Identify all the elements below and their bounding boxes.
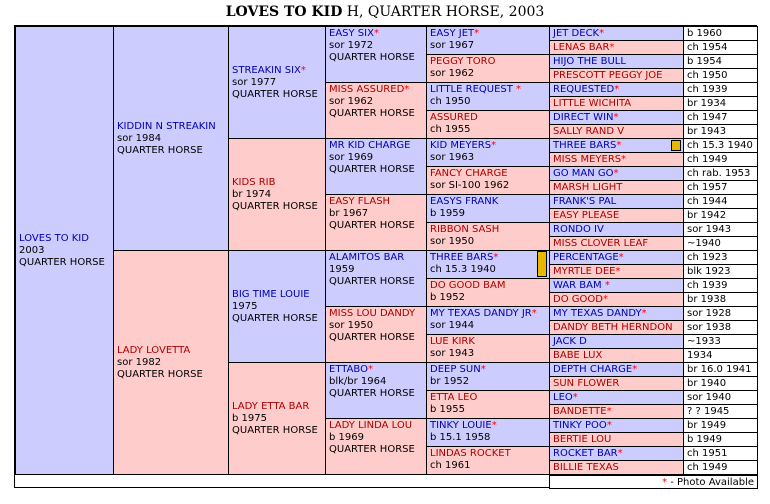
horse-cell-gen5[interactable]	[426, 446, 550, 475]
horse-name-line	[232, 401, 322, 413]
horse-color-year: 2003	[19, 244, 45, 256]
horse-cell-gen6[interactable]	[549, 250, 684, 265]
horse-name-line	[430, 364, 546, 376]
horse-info-cell: br 1940	[683, 376, 758, 391]
photo-star-icon: *	[641, 308, 647, 319]
horse-color-year: sor 1982	[117, 356, 162, 368]
horse-info-cell: ch 1923	[683, 250, 758, 265]
horse-info-cell: ch 1949	[683, 152, 758, 167]
horse-cell-gen2[interactable]	[113, 26, 229, 251]
photo-star-icon: *	[367, 364, 373, 375]
horse-name-link: TINKY POO	[553, 420, 607, 431]
photo-star-icon: *	[613, 168, 619, 179]
horse-cell-gen6[interactable]	[549, 82, 684, 97]
horse-name-link: DIRECT WIN	[553, 112, 614, 123]
horse-info-cell: br 1943	[683, 124, 758, 139]
horse-name-link: LEO	[553, 392, 573, 403]
horse-name-line	[329, 28, 423, 40]
horse-color-year: sor 1967	[430, 40, 475, 51]
horse-breed: QUARTER HORSE	[329, 444, 415, 455]
horse-cell-gen6[interactable]	[549, 40, 684, 55]
horse-color-year: sor SI-100 1962	[430, 180, 510, 191]
horse-name-link: LINDAS ROCKET	[430, 448, 511, 459]
horse-cell-gen5[interactable]	[426, 250, 550, 279]
horse-name-link: STREAKIN SIX	[232, 64, 301, 76]
horse-name-link: EASY FLASH	[329, 196, 391, 207]
horse-name-link: ETTA LEO	[430, 392, 478, 403]
horse-name-link: TINKY LOUIE	[430, 420, 492, 431]
horse-color-year: sor 1963	[430, 152, 475, 163]
horse-info-cell: ch 1939	[683, 82, 758, 97]
photo-star-icon: *	[572, 392, 578, 403]
photo-legend	[549, 475, 758, 489]
horse-name-link: EASY JET	[430, 28, 475, 39]
horse-cell-gen6[interactable]	[549, 236, 684, 251]
photo-star-icon: *	[491, 140, 497, 151]
horse-name-link: MISS ASSURED	[329, 84, 405, 95]
horse-color-year: sor 1943	[430, 348, 475, 359]
horse-info-cell: ch 1944	[683, 194, 758, 209]
horse-cell-gen6[interactable]	[549, 460, 684, 475]
horse-cell-gen1[interactable]	[15, 26, 114, 475]
horse-name-line	[329, 84, 423, 96]
horse-breed: QUARTER HORSE	[329, 388, 415, 399]
horse-name-link: MYRTLE DEE	[553, 266, 616, 277]
horse-name-link: KIDDIN N STREAKIN	[117, 120, 216, 132]
horse-cell-gen6[interactable]	[549, 222, 684, 237]
horse-name-link: MY TEXAS DANDY JR	[430, 308, 532, 319]
horse-name-link: BABE LUX	[553, 350, 603, 361]
horse-info-cell: ? ? 1945	[683, 404, 758, 419]
horse-cell-gen3[interactable]	[228, 250, 326, 363]
horse-name-link: GO MAN GO	[553, 168, 614, 179]
horse-name-link: SALLY RAND V	[553, 126, 625, 137]
photo-star-icon: *	[614, 84, 620, 95]
horse-info-cell: 1934	[683, 348, 758, 363]
horse-cell-gen6[interactable]	[549, 334, 684, 349]
horse-info-cell: ch rab. 1953	[683, 166, 758, 181]
horse-cell-gen6[interactable]	[549, 124, 684, 139]
horse-cell-gen6[interactable]	[549, 432, 684, 447]
horse-name-link: ALAMITOS BAR	[329, 252, 405, 263]
horse-name-line	[329, 308, 423, 320]
horse-name-link: DEPTH CHARGE	[553, 364, 633, 375]
horse-cell-gen5[interactable]	[426, 390, 550, 419]
horse-name-line	[430, 420, 546, 432]
horse-color-year: ch 15.3 1940	[430, 264, 496, 275]
horse-name-line	[430, 392, 546, 404]
horse-cell-gen6[interactable]	[549, 54, 684, 69]
photo-star-icon: *	[602, 294, 608, 305]
horse-name-link: LADY LOVETTA	[117, 344, 191, 356]
horse-breed: QUARTER HORSE	[329, 52, 415, 63]
horse-color-year: b 1969	[329, 432, 364, 443]
horse-cell-gen6[interactable]	[549, 152, 684, 167]
horse-name-link: MISS CLOVER LEAF	[553, 238, 649, 249]
photo-star-icon: *	[599, 28, 605, 39]
photo-star-icon: *	[404, 84, 410, 95]
horse-name-link: PEGGY TORO	[430, 56, 496, 67]
horse-name-link: PRESCOTT PEGGY JOE	[553, 70, 663, 81]
horse-name-link: PERCENTAGE	[553, 252, 619, 263]
horse-info-cell: br 16.0 1941	[683, 362, 758, 377]
horse-info-cell: br 1934	[683, 96, 758, 111]
horse-cell-gen4[interactable]	[325, 362, 427, 419]
horse-name-link: LITTLE REQUEST	[430, 84, 513, 95]
page-title	[0, 4, 770, 20]
photo-star-icon: *	[606, 406, 612, 417]
horse-cell-gen4[interactable]	[325, 138, 427, 195]
horse-cell-gen5[interactable]	[426, 222, 550, 251]
horse-name-link: DEEP SUN	[430, 364, 481, 375]
horse-cell-gen6[interactable]	[549, 138, 684, 153]
horse-name-link: BIG TIME LOUIE	[232, 288, 310, 300]
horse-cell-gen5[interactable]	[426, 418, 550, 447]
horse-info-cell: b 1949	[683, 432, 758, 447]
horse-color-year: sor 1972	[329, 40, 374, 51]
horse-name-line	[232, 65, 322, 77]
horse-cell-gen6[interactable]	[549, 306, 684, 321]
horse-color-year: b 1955	[430, 404, 465, 415]
horse-cell-gen6[interactable]	[549, 68, 684, 83]
photo-star-icon: *	[621, 154, 627, 165]
horse-name-link: DO GOOD	[553, 294, 603, 305]
horse-info-cell: ch 1947	[683, 110, 758, 125]
horse-name-line	[329, 196, 423, 208]
horse-name-link: RIBBON SASH	[430, 224, 500, 235]
horse-name-link: MY TEXAS DANDY	[553, 308, 642, 319]
horse-info-cell: ch 1949	[683, 460, 758, 475]
horse-info-cell: b 1960	[683, 26, 758, 41]
horse-name-line	[232, 289, 322, 301]
horse-name-line	[329, 420, 423, 432]
horse-color-year: sor 1944	[430, 320, 475, 331]
horse-name-link: WAR BAM	[553, 280, 602, 291]
horse-info-cell: sor 1938	[683, 320, 758, 335]
horse-name-link: MARSH LIGHT	[553, 182, 623, 193]
horse-name-line	[329, 140, 423, 152]
horse-cell-gen5[interactable]	[426, 194, 550, 223]
horse-cell-gen6[interactable]	[549, 376, 684, 391]
photo-star-icon: *	[480, 364, 486, 375]
horse-cell-gen5[interactable]	[426, 26, 550, 55]
horse-info-cell: b 1954	[683, 54, 758, 69]
horse-cell-gen5[interactable]	[426, 166, 550, 195]
horse-cell-gen6[interactable]	[549, 348, 684, 363]
horse-name-link: FRANK'S PAL	[553, 196, 617, 207]
horse-color-year: b 1975	[232, 412, 267, 424]
horse-color-year: b 1959	[430, 208, 465, 219]
horse-info-cell: sor 1940	[683, 390, 758, 405]
horse-color-year: sor 1977	[232, 76, 277, 88]
horse-cell-gen6[interactable]	[549, 26, 684, 41]
horse-cell-gen6[interactable]	[549, 166, 684, 181]
horse-cell-gen6[interactable]	[549, 446, 684, 461]
horse-cell-gen6[interactable]	[549, 418, 684, 433]
horse-cell-gen5[interactable]	[426, 82, 550, 111]
photo-star-icon: *	[618, 252, 624, 263]
horse-cell-gen4[interactable]	[325, 250, 427, 307]
horse-cell-gen6[interactable]	[549, 264, 684, 279]
photo-star-icon: *	[474, 28, 480, 39]
horse-color-year: ch 1950	[430, 96, 471, 107]
horse-name-link: FANCY CHARGE	[430, 168, 508, 179]
horse-cell-gen6[interactable]	[549, 292, 684, 307]
horse-name-line	[430, 168, 546, 180]
inbreeding-marker	[671, 140, 681, 151]
horse-cell-gen5[interactable]	[426, 306, 550, 335]
horse-breed: QUARTER HORSE	[232, 312, 318, 324]
horse-name-line	[430, 308, 546, 320]
horse-name-line	[430, 140, 546, 152]
horse-info-cell: br 1938	[683, 292, 758, 307]
horse-breed: QUARTER HORSE	[329, 108, 415, 119]
photo-star-icon: *	[491, 420, 497, 431]
photo-star-icon: *	[613, 112, 619, 123]
horse-name-line	[117, 121, 225, 133]
horse-name-link: RONDO IV	[553, 224, 604, 235]
horse-name-line	[430, 336, 546, 348]
horse-cell-gen4[interactable]	[325, 26, 427, 83]
horse-cell-gen4[interactable]	[325, 194, 427, 251]
horse-name-link: MISS MEYERS	[553, 154, 622, 165]
photo-star-icon: *	[615, 266, 621, 277]
horse-name-line	[430, 112, 546, 124]
horse-color-year: br 1974	[232, 188, 272, 200]
horse-breed: QUARTER HORSE	[329, 220, 415, 231]
horse-color-year: 1959	[329, 264, 355, 275]
horse-info-cell: br 1949	[683, 418, 758, 433]
horse-info-cell: ch 1950	[683, 68, 758, 83]
photo-star-icon: *	[531, 308, 537, 319]
horse-name-link: LOVES TO KID	[19, 232, 89, 244]
horse-name-link: ROCKET BAR	[553, 448, 618, 459]
photo-star-icon: *	[601, 280, 610, 291]
horse-cell-gen6[interactable]	[549, 180, 684, 195]
title-suffix: H, QUARTER HORSE, 2003	[342, 4, 545, 20]
horse-name-link: LITTLE WICHITA	[553, 98, 632, 109]
horse-name-line	[430, 252, 546, 264]
horse-name-link: LUE KIRK	[430, 336, 475, 347]
horse-breed: QUARTER HORSE	[232, 424, 318, 436]
horse-cell-gen6[interactable]	[549, 390, 684, 405]
horse-cell-gen3[interactable]	[228, 26, 326, 139]
horse-name-link: MR KID CHARGE	[329, 140, 411, 151]
horse-info-cell: ch 1951	[683, 446, 758, 461]
photo-legend-text: - Photo Available	[667, 477, 754, 488]
horse-cell-gen6[interactable]	[549, 208, 684, 223]
horse-name-link: BERTIE LOU	[553, 434, 612, 445]
horse-cell-gen6[interactable]	[549, 362, 684, 377]
horse-name-link: MISS LOU DANDY	[329, 308, 416, 319]
horse-info-cell: ch 1954	[683, 40, 758, 55]
horse-name-link: THREE BARS	[430, 252, 494, 263]
horse-info-cell: ~1940	[683, 236, 758, 251]
photo-star-icon: *	[609, 42, 615, 53]
horse-name-link: BANDETTE	[553, 406, 607, 417]
horse-color-year: ch 1961	[430, 460, 471, 471]
horse-info-cell: ~1933	[683, 334, 758, 349]
horse-info-cell: blk 1923	[683, 264, 758, 279]
pedigree-table	[14, 25, 757, 488]
horse-breed: QUARTER HORSE	[329, 164, 415, 175]
horse-name-link: EASY PLEASE	[553, 210, 620, 221]
horse-name-link: JACK D	[553, 336, 587, 347]
horse-name-line	[430, 56, 546, 68]
horse-name-link: DANDY BETH HERNDON	[553, 322, 673, 333]
horse-name-link: ETTABO	[329, 364, 368, 375]
horse-info-cell: sor 1928	[683, 306, 758, 321]
horse-cell-gen5[interactable]	[426, 138, 550, 167]
horse-cell-gen6[interactable]	[549, 194, 684, 209]
horse-name-title: LOVES TO KID	[225, 4, 343, 20]
horse-name-link: KIDS RIB	[232, 176, 276, 188]
horse-info-cell: ch 1957	[683, 180, 758, 195]
horse-name-line	[329, 364, 423, 376]
horse-cell-gen6[interactable]	[549, 278, 684, 293]
horse-color-year: sor 1984	[117, 132, 162, 144]
horse-name-line	[430, 84, 546, 96]
horse-color-year: ch 1955	[430, 124, 471, 135]
photo-star-icon: *	[373, 28, 379, 39]
horse-name-line	[117, 345, 225, 357]
horse-name-link: LADY LINDA LOU	[329, 420, 413, 431]
photo-star-icon: *	[606, 420, 612, 431]
horse-cell-gen4[interactable]	[325, 306, 427, 363]
inbreeding-marker	[537, 251, 547, 277]
photo-star-icon: *	[616, 140, 622, 151]
horse-color-year: br 1967	[329, 208, 369, 219]
horse-color-year: sor 1969	[329, 152, 374, 163]
horse-color-year: b 1952	[430, 292, 465, 303]
horse-color-year: b 15.1 1958	[430, 432, 491, 443]
horse-name-link: SUN FLOWER	[553, 378, 620, 389]
horse-breed: QUARTER HORSE	[232, 88, 318, 100]
photo-star-icon: *	[617, 448, 623, 459]
horse-info-cell: br 1942	[683, 208, 758, 223]
horse-cell-gen5[interactable]	[426, 54, 550, 83]
horse-color-year: blk/br 1964	[329, 376, 387, 387]
horse-info-cell: sor 1943	[683, 222, 758, 237]
horse-name-link: EASYS FRANK	[430, 196, 499, 207]
horse-name-link: LENAS BAR	[553, 42, 610, 53]
horse-name-line	[329, 252, 423, 264]
horse-name-link: KID MEYERS	[430, 140, 492, 151]
horse-cell-gen5[interactable]	[426, 278, 550, 307]
horse-breed: QUARTER HORSE	[329, 276, 415, 287]
horse-color-year: sor 1950	[329, 320, 374, 331]
horse-name-link: REQUESTED	[553, 84, 615, 95]
horse-info-cell: ch 1939	[683, 278, 758, 293]
horse-cell-gen4[interactable]	[325, 82, 427, 139]
horse-color-year: sor 1962	[329, 96, 374, 107]
horse-name-line	[232, 177, 322, 189]
horse-cell-gen5[interactable]	[426, 334, 550, 363]
photo-star-icon: *	[512, 84, 522, 95]
horse-breed: QUARTER HORSE	[232, 200, 318, 212]
horse-cell-gen6[interactable]	[549, 320, 684, 335]
horse-breed: QUARTER HORSE	[19, 256, 105, 268]
horse-cell-gen2[interactable]	[113, 250, 229, 475]
horse-name-link: ASSURED	[430, 112, 478, 123]
horse-cell-gen5[interactable]	[426, 362, 550, 391]
horse-name-link: EASY SIX	[329, 28, 374, 39]
photo-star-icon: *	[300, 64, 306, 76]
horse-cell-gen3[interactable]	[228, 362, 326, 475]
photo-star-icon: *	[632, 364, 638, 375]
horse-name-link: HIJO THE BULL	[553, 56, 626, 67]
photo-star-icon: *	[662, 477, 668, 488]
horse-name-line	[430, 224, 546, 236]
horse-color-year: sor 1950	[430, 236, 475, 247]
horse-color-year: 1975	[232, 300, 258, 312]
horse-info-cell: ch 15.3 1940	[683, 138, 758, 153]
horse-cell-gen6[interactable]	[549, 404, 684, 419]
horse-color-year: br 1952	[430, 376, 470, 387]
horse-breed: QUARTER HORSE	[329, 332, 415, 343]
horse-cell-gen6[interactable]	[549, 110, 684, 125]
horse-cell-gen4[interactable]	[325, 418, 427, 475]
horse-breed: QUARTER HORSE	[117, 368, 203, 380]
horse-name-line	[430, 196, 546, 208]
horse-cell-gen6[interactable]	[549, 96, 684, 111]
photo-star-icon: *	[493, 252, 499, 263]
horse-name-line	[430, 448, 546, 460]
horse-color-year: sor 1962	[430, 68, 475, 79]
horse-name-link: LADY ETTA BAR	[232, 400, 310, 412]
horse-name-line	[430, 28, 546, 40]
horse-name-link: DO GOOD BAM	[430, 280, 506, 291]
horse-name-link: THREE BARS	[553, 140, 617, 151]
horse-name-link: JET DECK	[553, 28, 600, 39]
horse-cell-gen5[interactable]	[426, 110, 550, 139]
horse-cell-gen3[interactable]	[228, 138, 326, 251]
horse-name-line	[19, 233, 110, 245]
horse-breed: QUARTER HORSE	[117, 144, 203, 156]
horse-name-line	[430, 280, 546, 292]
horse-name-link: BILLIE TEXAS	[553, 462, 619, 473]
